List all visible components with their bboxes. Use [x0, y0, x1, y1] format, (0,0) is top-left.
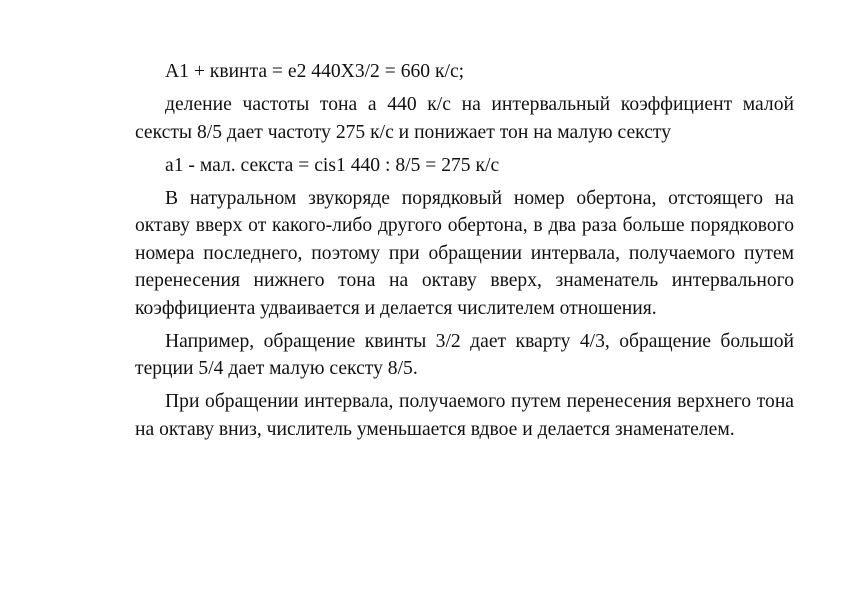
- paragraph-minor-sixth-division: деление частоты тона а 440 к/с на интервальный коэффициент малой сексты 8/5 дает частоту 275 к/с и понижает тон на малую сексту: [135, 94, 794, 143]
- paragraph-inversion-down: При обращении интервала, получаемого путем перенесения верхнего тона на октаву вниз, числитель уменьшается вдвое и делается знаменателем.: [135, 391, 794, 440]
- body-text: [135, 58, 794, 449]
- formula-fifth: А1 + квинта = е2 440Х3/2 = 660 к/с;: [165, 61, 465, 82]
- paragraph-inversion-example: Например, обращение квинты 3/2 дает кварту 4/3, обращение большой терции 5/4 дает малую сексту 8/5.: [135, 330, 794, 379]
- formula-minor-sixth: а1 - мал. секста = cis1 440 : 8/5 = 275 к/с: [165, 154, 500, 176]
- paragraph-overtone-inversion: В натуральном звукоряде порядковый номер обертона, отстоящего на октаву вверх от какого-либо другого обертона, в два раза больше порядкового номера последнего, поэтому при обращении интервала, получаемого путем перенесения нижнего тона на октаву вверх, знаменатель интервального коэффициента удваивается и делается числителем отношения.: [135, 187, 794, 319]
